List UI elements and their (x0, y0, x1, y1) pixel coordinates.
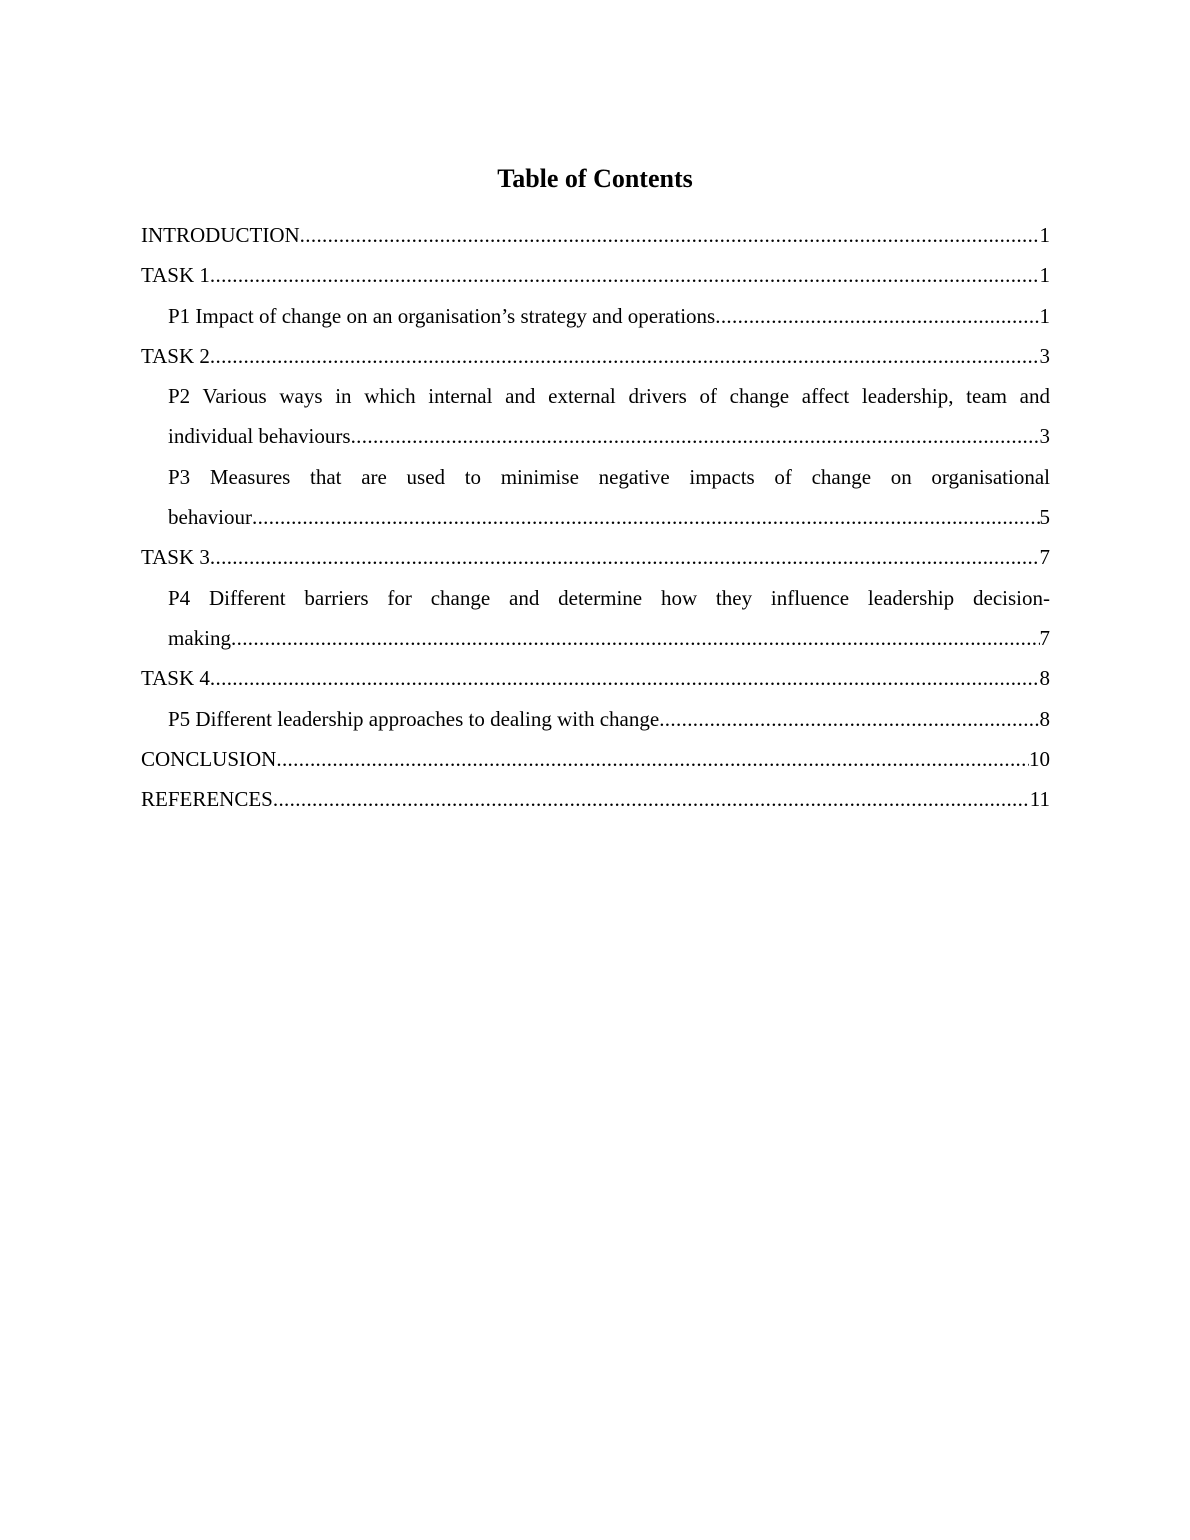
dot-leader (659, 699, 1039, 739)
dot-leader (300, 215, 1040, 255)
dot-leader (210, 537, 1040, 577)
toc-entry-label: TASK 4 (141, 666, 210, 691)
toc-entry-p3[interactable] (141, 457, 1050, 538)
toc-page-number: 1 (1039, 303, 1050, 328)
toc-page-number: 5 (1039, 505, 1050, 530)
toc-page-number: 7 (1039, 625, 1050, 650)
toc-entry-label: P1 Impact of change on an organisation’s strategy and operations (168, 303, 716, 328)
toc-entry-task-4[interactable] (141, 658, 1050, 698)
dot-leader (252, 497, 1040, 537)
toc-page-number: 3 (1039, 424, 1050, 449)
toc-entry-task-1[interactable] (141, 255, 1050, 295)
toc-entry-label-line-1: P3 Measures that are used to minimise negative impacts of change on organisational (168, 464, 1050, 489)
dot-leader (210, 336, 1040, 376)
toc-page-number: 8 (1039, 666, 1050, 691)
dot-leader (351, 416, 1040, 456)
toc-entry-label: CONCLUSION (141, 746, 277, 771)
toc-entry-label-line-2: behaviour (168, 505, 252, 530)
dot-leader (276, 739, 1029, 779)
toc-entry-task-2[interactable] (141, 336, 1050, 376)
toc-entry-last-line (168, 416, 1050, 456)
toc-entry-p1[interactable] (141, 296, 1050, 336)
toc-page-number: 7 (1039, 545, 1050, 570)
dot-leader (210, 658, 1040, 698)
dot-leader (210, 255, 1040, 295)
toc-page-number: 8 (1039, 706, 1050, 731)
toc-entry-label-line-1: P4 Different barriers for change and determine how they influence leadership decision- (168, 585, 1050, 610)
toc-page-number: 11 (1029, 787, 1050, 812)
toc-entry-label-line-2: making (168, 625, 231, 650)
toc-entry-label: TASK 3 (141, 545, 210, 570)
toc-entry-introduction[interactable] (141, 215, 1050, 255)
toc-entry-task-3[interactable] (141, 537, 1050, 577)
toc-entry-references[interactable] (141, 779, 1050, 819)
dot-leader (231, 618, 1040, 658)
toc-entry-label: TASK 1 (141, 263, 210, 288)
toc-entry-last-line (168, 497, 1050, 537)
toc-page-number: 1 (1039, 263, 1050, 288)
toc-entry-label-line-2: individual behaviours (168, 424, 351, 449)
toc-entry-p5[interactable] (141, 699, 1050, 739)
toc-page-number: 10 (1029, 746, 1050, 771)
toc-title: Table of Contents (497, 164, 693, 193)
toc-page-number: 3 (1039, 343, 1050, 368)
toc-entry-p4[interactable] (141, 578, 1050, 659)
toc-entry-label: P5 Different leadership approaches to dealing with change (168, 706, 660, 731)
toc-page-number: 1 (1039, 223, 1050, 247)
toc-entry-label: INTRODUCTION (141, 223, 300, 247)
toc-entry-label-line-1: P2 Various ways in which internal and external drivers of change affect leadership, team and (168, 384, 1050, 409)
dot-leader (273, 779, 1030, 819)
toc-entry-p2[interactable] (141, 376, 1050, 457)
toc-entry-label: TASK 2 (141, 343, 210, 368)
table-of-contents (141, 215, 1050, 819)
toc-entry-last-line (168, 618, 1050, 658)
dot-leader (715, 296, 1039, 336)
toc-entry-label: REFERENCES (141, 787, 273, 812)
toc-entry-conclusion[interactable] (141, 739, 1050, 779)
